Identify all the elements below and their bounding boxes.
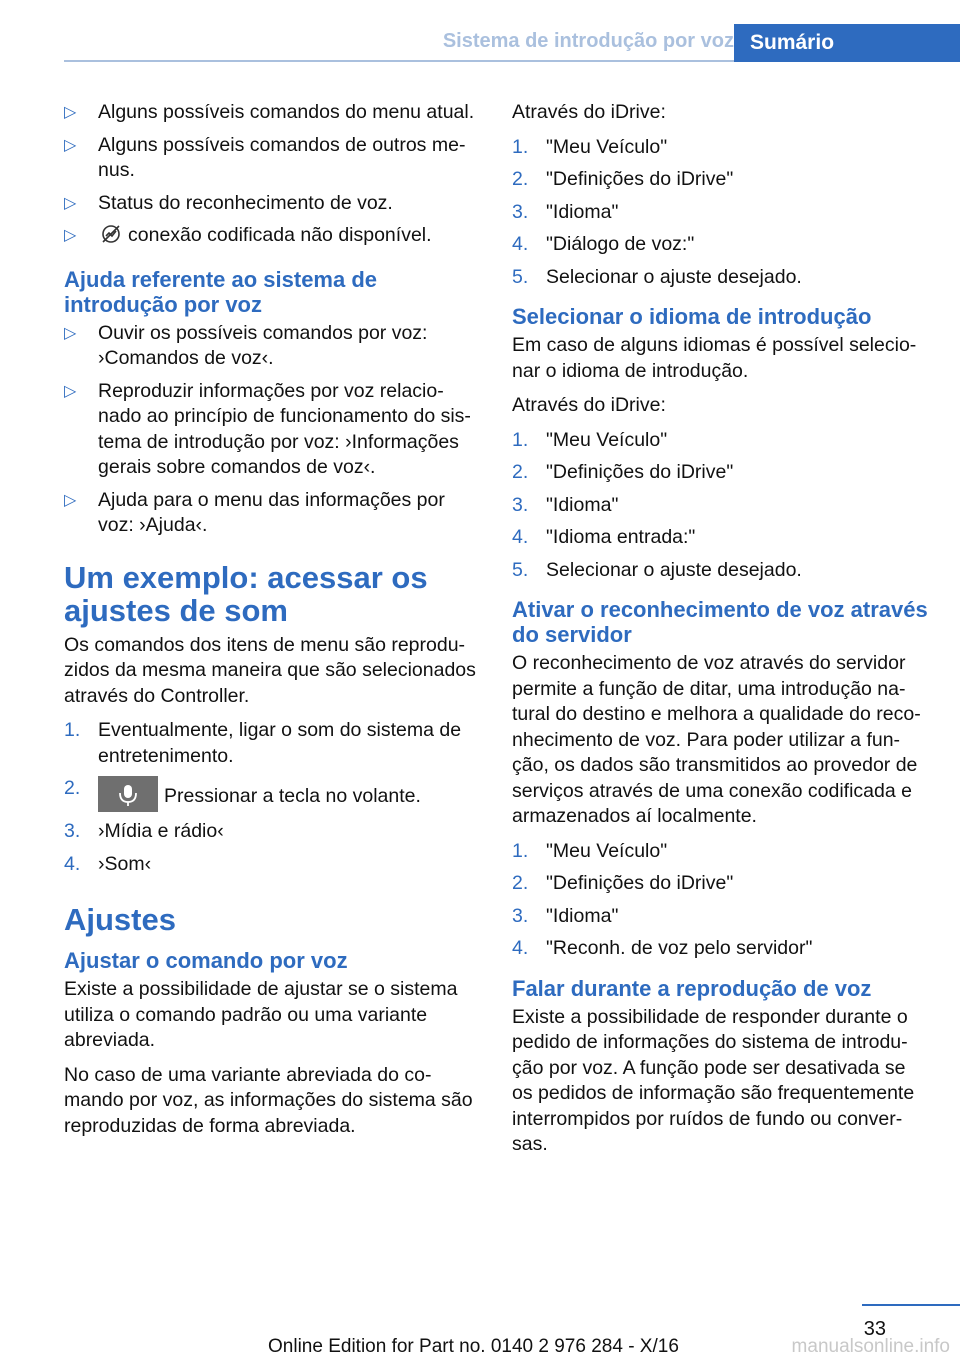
list-item: 3. ›Mídia e rádio‹ — [64, 819, 482, 845]
help-heading: Ajuda referente ao sistema de introdução por voz — [64, 266, 378, 317]
page-header — [0, 0, 960, 62]
language-steps — [512, 428, 930, 584]
step-number: 5. — [512, 558, 529, 581]
bullet-marker: ▷ — [64, 194, 77, 212]
voice-dialog-steps — [512, 135, 930, 291]
list-item: ▷ Ajuda para o menu das informações por voz: ›Ajuda‹. — [64, 488, 445, 536]
bullet-marker: ▷ — [64, 491, 77, 509]
list-item: ▷ Status do reconhecimento de voz. — [64, 191, 482, 217]
language-heading: Selecionar o idioma de introdução — [512, 304, 872, 329]
list-item: 4. ›Som‹ — [64, 852, 482, 878]
list-item: 2. Pressionar a tecla no volante. — [64, 776, 482, 812]
list-item: ▷ Alguns possíveis comandos de outros me‐nus. — [64, 133, 466, 181]
step-number: 2. — [64, 777, 81, 799]
section-title: Sistema de introdução por voz — [442, 30, 734, 52]
step-number: 3. — [512, 493, 529, 516]
example-paragraph: Os comandos dos itens de menu são reprodu‐zidos da mesma maneira que são selecionados através do Controller. — [64, 633, 476, 707]
example-heading: Um exemplo: acessar os ajustes de som — [64, 559, 428, 628]
list-item: 1. "Meu Veículo" — [512, 839, 930, 865]
step-number: 1. — [512, 839, 529, 862]
speak-heading: Falar durante a reprodução de voz — [512, 975, 872, 1001]
list-item: 4. "Reconh. de voz pelo servidor" — [512, 936, 930, 962]
list-item: 2. "Definições do iDrive" — [512, 460, 930, 486]
via-idrive-label: Através do iDrive: — [512, 101, 666, 123]
language-paragraph: Em caso de alguns idiomas é possível selecio‐nar o idioma de introdução. — [512, 334, 917, 382]
right-column — [512, 100, 930, 1167]
bullet-marker: ▷ — [64, 104, 77, 121]
left-column — [64, 100, 482, 1148]
server-paragraph: O reconhecimento de voz através do servidor permite a função de ditar, uma introdução na‐tural do destino e melhora a qualidade do reco‐nhecimento de voz. Para poder utilizar a fun‐ção, os dados são transmitidos ao provedor de serviços através de uma conexão codificada e armazenados aí localmente. — [512, 652, 921, 827]
list-item: 1. "Meu Veículo" — [512, 135, 930, 161]
step-number: 3. — [512, 904, 529, 927]
step-number: 1. — [512, 135, 529, 158]
bullet-marker: ▷ — [64, 382, 77, 400]
settings-heading: Ajustes — [64, 902, 176, 937]
step-number: 4. — [512, 233, 529, 255]
step-number: 4. — [64, 852, 81, 875]
step-number: 5. — [512, 265, 529, 288]
step-number: 2. — [512, 461, 529, 483]
bullet-marker: ▷ — [64, 227, 77, 244]
list-item: 4. "Idioma entrada:" — [512, 525, 930, 551]
edition-text: Online Edition for Part no. 0140 2 976 284 - X/16 — [268, 1336, 679, 1357]
list-item: 4. "Diálogo de voz:" — [512, 232, 930, 258]
list-item: ▷ conexão codificada não disponível. — [64, 223, 482, 253]
tab-summary[interactable]: Sumário — [734, 24, 960, 62]
microphone-icon — [98, 776, 158, 812]
via-idrive-label: Através do iDrive: — [512, 394, 666, 416]
example-steps — [64, 718, 482, 877]
list-item: ▷ Alguns possíveis comandos do menu atual. — [64, 100, 482, 126]
list-item: ▷ Ouvir os possíveis comandos por voz: ›Comandos de voz‹. — [64, 321, 428, 369]
status-bullet-list — [64, 100, 482, 253]
server-steps — [512, 839, 930, 962]
step-number: 4. — [512, 526, 529, 548]
list-item: 3. "Idioma" — [512, 904, 930, 930]
bullet-marker: ▷ — [64, 136, 77, 154]
list-item: ▷ Reproduzir informações por voz relacio‐nado ao princípio de funcionamento do sis‐tema de introdução por voz: ›Informações gerais sobre comandos de voz‹. — [64, 379, 471, 478]
list-item: 1. "Meu Veículo" — [512, 428, 930, 454]
step-number: 3. — [512, 200, 529, 223]
adjust-heading: Ajustar o comando por voz — [64, 948, 348, 973]
list-item: 1. Eventualmente, ligar o som do sistema de entretenimento. — [64, 719, 462, 767]
step-number: 2. — [512, 168, 529, 190]
help-bullet-list — [64, 321, 482, 539]
step-number: 1. — [512, 428, 529, 451]
list-item: 3. "Idioma" — [512, 493, 930, 519]
footer-rule — [862, 1304, 960, 1306]
speak-paragraph: Existe a possibilidade de responder durante o pedido de informações do sistema de introdu‐ção por voz. A função pode ser desativada se os pedidos de informação são frequentemente interrompidos por ruídos de fundo ou conver‐sas. — [512, 1005, 915, 1155]
crossed-connection-icon — [100, 223, 122, 253]
server-heading: Ativar o reconhecimento de voz através do servidor — [512, 597, 928, 647]
adjust-paragraph-2: No caso de uma variante abreviada do co‐mando por voz, as informações do sistema são reproduzidas de forma abreviada. — [64, 1063, 473, 1137]
list-item: 5. Selecionar o ajuste desejado. — [512, 558, 930, 584]
list-item: 5. Selecionar o ajuste desejado. — [512, 265, 930, 291]
bullet-marker: ▷ — [64, 324, 77, 342]
list-item: 3. "Idioma" — [512, 200, 930, 226]
step-number: 2. — [512, 872, 529, 894]
list-item: 2. "Definições do iDrive" — [512, 871, 930, 897]
list-item: 2. "Definições do iDrive" — [512, 167, 930, 193]
step-number: 4. — [512, 937, 529, 959]
step-number: 3. — [64, 820, 81, 842]
adjust-paragraph-1: Existe a possibilidade de ajustar se o sistema utiliza o comando padrão ou uma variante abreviada. — [64, 978, 458, 1051]
watermark: manualsonline.info — [791, 1336, 950, 1357]
page-number: 33 — [863, 1318, 886, 1340]
step-number: 1. — [64, 719, 81, 741]
header-rule — [64, 60, 734, 62]
